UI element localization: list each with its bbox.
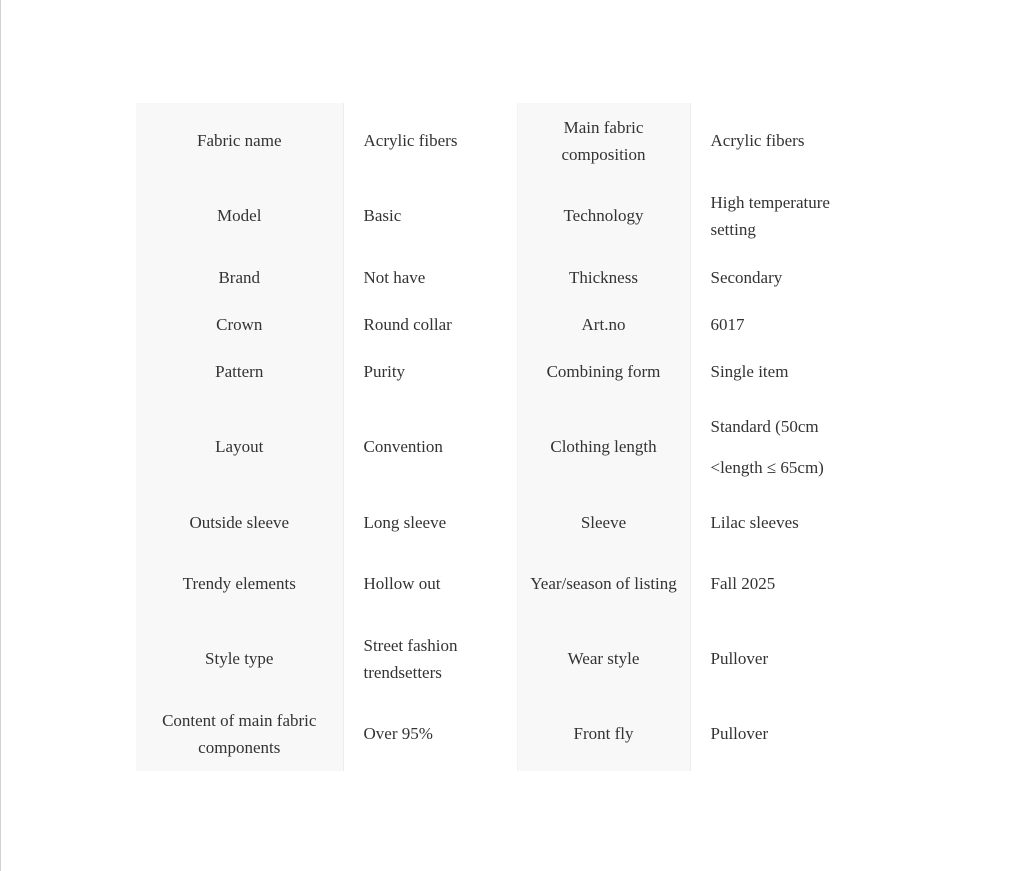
product-spec-table — [136, 103, 864, 771]
spec-key-label: Combining form — [546, 362, 661, 381]
table-row — [136, 546, 864, 621]
spec-key-label: Outside sleeve — [189, 512, 290, 532]
spec-key-label: Art.no — [581, 315, 626, 334]
spec-value-label: Pullover — [710, 649, 769, 668]
spec-value — [343, 348, 517, 395]
spec-value-label: High temperature setting — [710, 192, 830, 239]
spec-value-label: Pullover — [710, 724, 769, 743]
table-row — [136, 348, 864, 395]
spec-key — [136, 498, 343, 546]
spec-value-label: Basic — [363, 206, 402, 225]
spec-key-label: Technology — [563, 206, 644, 225]
spec-key — [517, 178, 690, 253]
spec-key — [136, 395, 343, 498]
spec-key-label: Thickness — [569, 267, 638, 287]
spec-key-label: Brand — [218, 267, 261, 287]
spec-key — [517, 696, 690, 771]
spec-value — [343, 621, 517, 696]
spec-value — [343, 546, 517, 621]
spec-key-label: Model — [217, 206, 262, 225]
spec-value — [343, 253, 517, 301]
spec-value — [690, 395, 864, 498]
spec-value-label: Round collar — [363, 315, 452, 334]
table-row — [136, 395, 864, 498]
table-row — [136, 498, 864, 546]
spec-value-label: Single item — [710, 362, 789, 381]
spec-key-label: Layout — [215, 437, 264, 456]
spec-value-label: Acrylic fibers — [363, 131, 458, 150]
table-row — [136, 253, 864, 301]
table-row — [136, 178, 864, 253]
spec-value-label: Secondary — [710, 267, 783, 287]
spec-value — [690, 253, 864, 301]
spec-key — [517, 348, 690, 395]
spec-value-label: Purity — [363, 362, 406, 381]
spec-key — [517, 301, 690, 348]
spec-key-label: Wear style — [567, 649, 640, 668]
spec-value — [690, 301, 864, 348]
spec-key — [517, 103, 690, 178]
spec-key — [136, 348, 343, 395]
spec-value — [690, 498, 864, 546]
spec-key — [136, 103, 343, 178]
spec-value — [343, 103, 517, 178]
spec-key-label: Clothing length — [550, 437, 657, 456]
spec-key-label: Main fabric composition — [561, 117, 646, 164]
spec-value-label: Standard (50cm <length ≤ 65cm) — [710, 416, 824, 477]
spec-value — [343, 301, 517, 348]
spec-key — [136, 178, 343, 253]
spec-key — [136, 301, 343, 348]
table-row — [136, 103, 864, 178]
spec-key — [517, 621, 690, 696]
spec-value — [690, 621, 864, 696]
spec-key-label: Pattern — [215, 362, 264, 381]
spec-value-label: Hollow out — [363, 574, 441, 593]
spec-value — [690, 348, 864, 395]
spec-key-label: Year/season of listing — [530, 574, 677, 593]
spec-key — [136, 253, 343, 301]
spec-key-label: Fabric name — [197, 131, 282, 150]
spec-value-label: Convention — [363, 437, 443, 456]
spec-key — [517, 395, 690, 498]
table-row — [136, 621, 864, 696]
spec-key — [517, 546, 690, 621]
spec-value — [343, 696, 517, 771]
table-row — [136, 696, 864, 771]
spec-key — [136, 621, 343, 696]
spec-key-label: Trendy elements — [182, 574, 296, 593]
spec-value — [343, 498, 517, 546]
spec-value-label: Lilac sleeves — [710, 512, 799, 532]
spec-key — [136, 696, 343, 771]
spec-value — [690, 696, 864, 771]
spec-value — [690, 178, 864, 253]
spec-key — [136, 546, 343, 621]
spec-value-label: Street fashion trendsetters — [363, 635, 458, 682]
spec-value-label: Not have — [363, 267, 426, 287]
spec-key — [517, 253, 690, 301]
spec-key-label: Content of main fabric components — [162, 710, 317, 757]
spec-key — [517, 498, 690, 546]
spec-value — [690, 103, 864, 178]
spec-key-label: Crown — [216, 315, 263, 334]
spec-value — [690, 546, 864, 621]
spec-value-label: Long sleeve — [363, 512, 447, 532]
table-row — [136, 301, 864, 348]
spec-value-label: Over 95% — [363, 724, 433, 743]
spec-key-label: Sleeve — [580, 512, 627, 532]
spec-value — [343, 178, 517, 253]
spec-value — [343, 395, 517, 498]
left-border-line — [0, 0, 1, 871]
spec-value-label: 6017 — [710, 315, 745, 334]
spec-key-label: Style type — [205, 649, 274, 668]
spec-value-label: Fall 2025 — [710, 574, 776, 593]
spec-value-label: Acrylic fibers — [710, 131, 805, 150]
spec-key-label: Front fly — [573, 724, 634, 743]
